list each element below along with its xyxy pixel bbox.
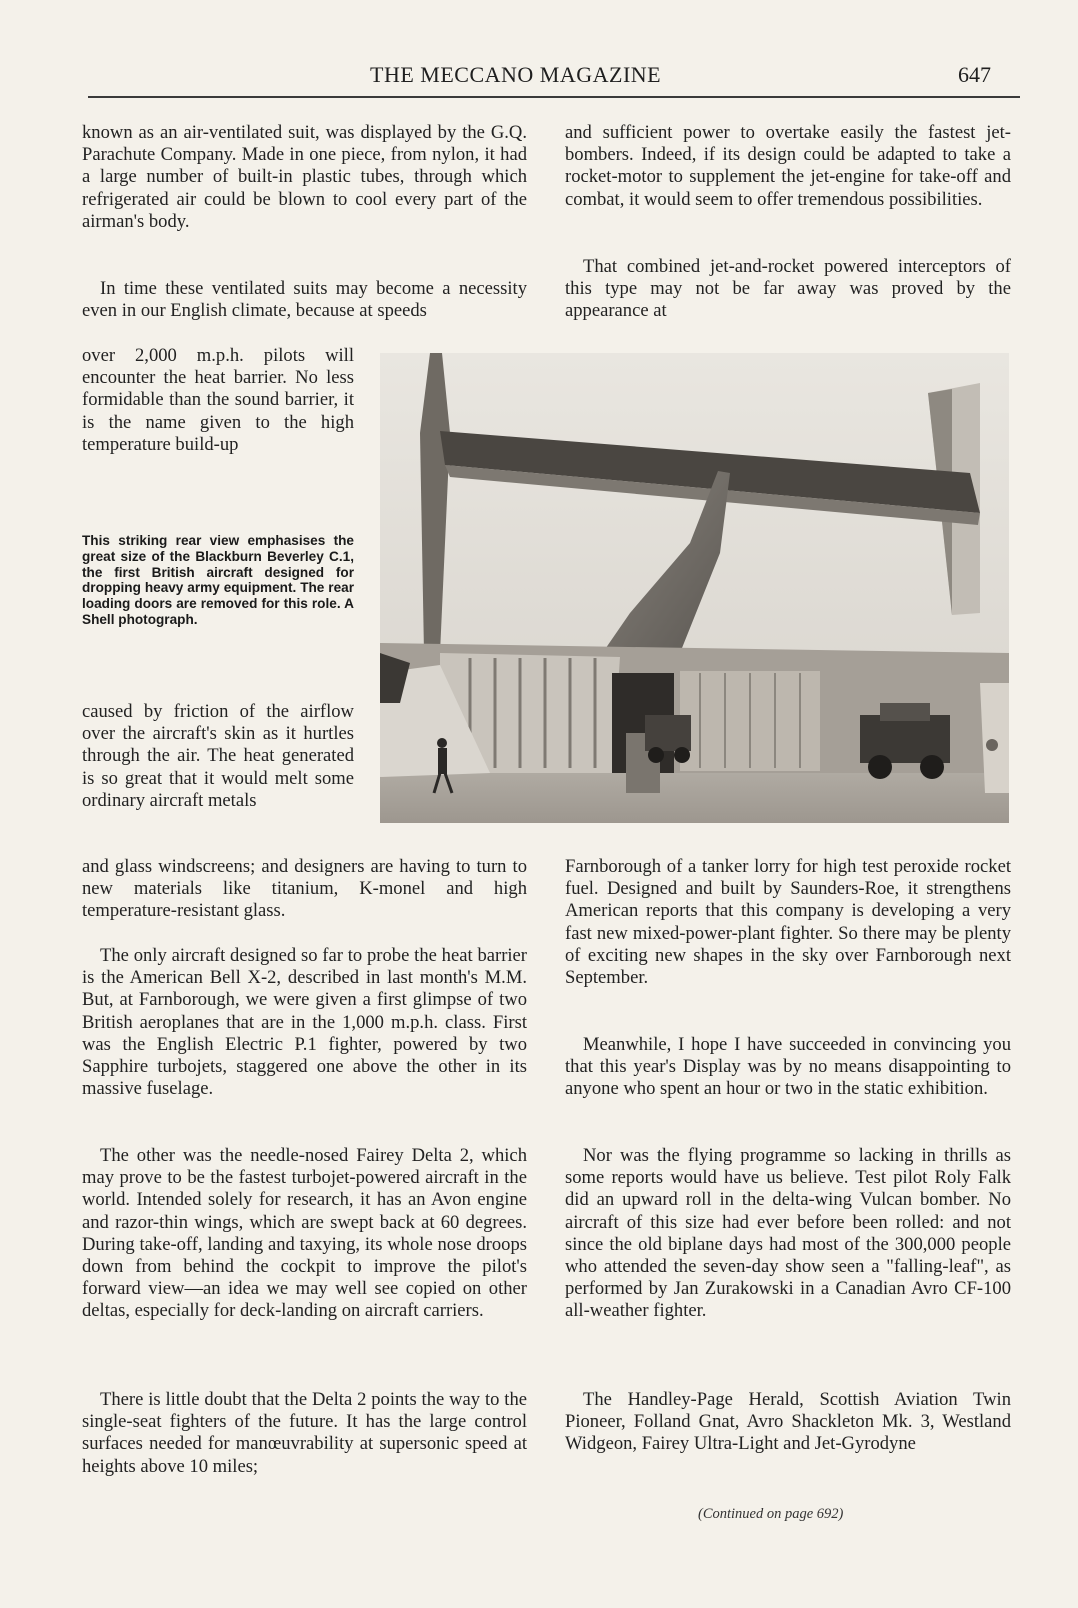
left-paragraph-2d: and glass windscreens; and designers are having to turn to new materials like titanium, K-monel and high temperature-resistant glass.	[82, 856, 527, 922]
page-number: 647	[958, 62, 991, 87]
right-paragraph-2: That combined jet-and-rocket powered interceptors of this type may not be far away was proved by the appearance at	[565, 256, 1011, 322]
left-paragraph-2b: over 2,000 m.p.h. pilots will encounter the heat barrier. No less formidable than the sound barrier, it is the name given to the high temperature build-up	[82, 345, 354, 455]
right-paragraph-5: Nor was the flying programme so lacking in thrills as some reports would have us believe. Test pilot Roly Falk did an upward roll in the delta-wing Vulcan bomber. No aircraft of this size had ever before been rolled: and not since the old biplane days had most of the 300,000 people who attended the seven-day show seen a "falling-leaf", as performed by Jan Zurakowski in a Canadian Avro CF-100 all-weather fighter.	[565, 1145, 1011, 1322]
right-paragraph-4: Meanwhile, I hope I have succeeded in convincing you that this year's Display was by no means disappointing to anyone who spent an hour or two in the static exhibition.	[565, 1034, 1011, 1100]
left-paragraph-2c: caused by friction of the airflow over the aircraft's skin as it hurtles through the air. The heat generated is so great that it would melt some ordinary aircraft metals	[82, 701, 354, 811]
left-paragraph-1: known as an air-ventilated suit, was displayed by the G.Q. Parachute Company. Made in one piece, from nylon, it had a large number of built-in plastic tubes, through which refrigerated air could be blown to cool every part of the airman's body.	[82, 122, 527, 232]
right-paragraph-1: and sufficient power to overtake easily the fastest jet-bombers. Indeed, if its design could be adapted to take a rocket-motor to supplement the jet-engine for take-off and combat, it would seem to offer tremendous possibilities.	[565, 122, 1011, 210]
continued-note: (Continued on page 692)	[698, 1506, 844, 1522]
photo-caption: This striking rear view emphasises the great size of the Blackburn Beverley C.1, the first British aircraft designed for dropping heavy army equipment. The rear loading doors are removed for this role. A Shell photograph.	[82, 533, 354, 627]
left-paragraph-3: The only aircraft designed so far to probe the heat barrier is the American Bell X-2, described in last month's M.M. But, at Farnborough, we were given a first glimpse of two British aeroplanes that are in the 1,000 m.p.h. class. First was the English Electric P.1 fighter, powered by two Sapphire turbojets, staggered one above the other in its massive fuselage.	[82, 945, 527, 1100]
right-paragraph-3: Farnborough of a tanker lorry for high test peroxide rocket fuel. Designed and built by Saunders-Roe, it strengthens American reports that this company is developing a very fast new mixed-power-plant fighter. So there may be plenty of exciting new shapes in the sky over Farnborough next September.	[565, 856, 1011, 989]
magazine-title: THE MECCANO MAGAZINE	[370, 62, 662, 87]
aircraft-photo-illustration	[380, 353, 1009, 823]
right-paragraph-6: The Handley-Page Herald, Scottish Aviation Twin Pioneer, Folland Gnat, Avro Shackleton Mk. 3, Westland Widgeon, Fairey Ultra-Light and Jet-Gyrodyne	[565, 1389, 1011, 1455]
left-paragraph-2a: In time these ventilated suits may become a necessity even in our English climate, because at speeds	[82, 278, 527, 322]
left-paragraph-4: The other was the needle-nosed Fairey Delta 2, which may prove to be the fastest turbojet-powered aircraft in the world. Intended solely for research, it has an Avon engine and razor-thin wings, which are swept back at 60 degrees. During take-off, landing and taxying, its whole nose droops down from behind the cockpit to improve the pilot's forward view—an idea we may well see copied on other deltas, especially for deck-landing on aircraft carriers.	[82, 1145, 527, 1322]
left-paragraph-5: There is little doubt that the Delta 2 points the way to the single-seat fighters of the future. It has the large control surfaces needed for manœuvrability at supersonic speed at heights above 10 miles;	[82, 1389, 527, 1477]
header-rule	[88, 96, 1020, 98]
aircraft-photo	[380, 353, 1009, 823]
